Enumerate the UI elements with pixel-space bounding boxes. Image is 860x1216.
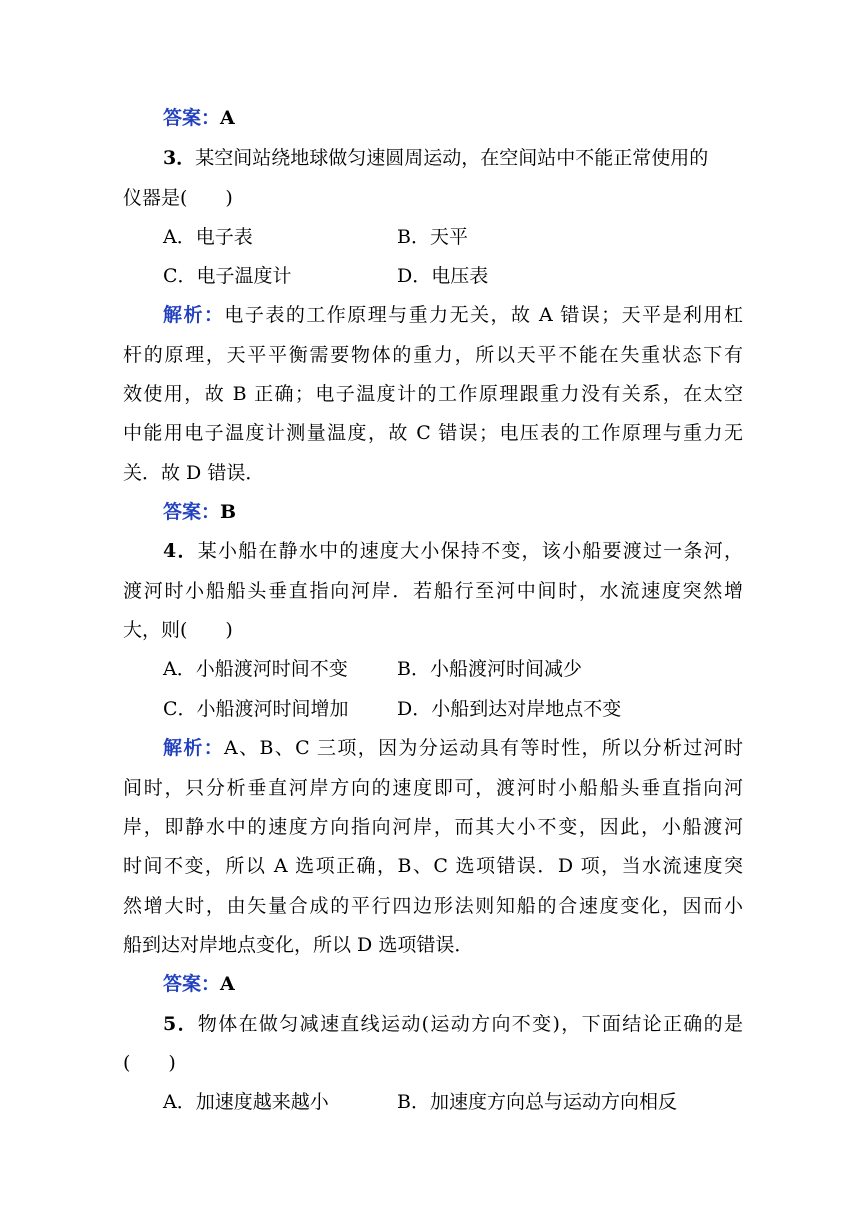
q3-option-d: D．电压表 — [397, 265, 489, 287]
q4-options-row-1 — [163, 657, 783, 681]
q5-stem-text-1: 物体在做匀减速直线运动(运动方向不变)，下面结论正确的是 — [197, 1013, 743, 1035]
q3-stem-text-1: 某空间站绕地球做匀速圆周运动，在空间站中不能正常使用的 — [195, 147, 709, 169]
q3-option-a: A．电子表 — [163, 226, 253, 248]
q5-option-b: B．加速度方向总与运动方向相反 — [397, 1091, 677, 1113]
q4-analysis-line-3: 岸，即静水中的速度方向指向河岸，而其大小不变，因此，小船渡河 — [123, 816, 743, 838]
q4-stem-line-3: 大，则( ) — [123, 619, 233, 641]
q3-option-c: C．电子温度计 — [163, 265, 292, 287]
q5-stem-line-1 — [163, 1012, 743, 1036]
q4-option-b: B．小船渡河时间减少 — [397, 658, 582, 680]
q4-option-a: A．小船渡河时间不变 — [163, 658, 348, 680]
answer-line-q3 — [163, 500, 783, 524]
q3-analysis-line-1 — [163, 303, 743, 327]
q3-options-row-1 — [163, 225, 783, 249]
q4-analysis-line-4: 时间不变，所以 A 选项正确，B、C 选项错误．D 项，当水流速度突 — [123, 855, 743, 877]
answer-label: 答案： — [163, 107, 221, 129]
q5-options-row-1 — [163, 1090, 783, 1114]
answer-label: 答案： — [163, 973, 221, 995]
q3-stem-line-2: 仪器是( ) — [123, 187, 233, 209]
q3-analysis-text-1: 电子表的工作原理与重力无关，故 A 错误；天平是利用杠 — [224, 304, 743, 326]
q4-stem-line-2: 渡河时小船船头垂直指向河岸．若船行至河中间时，水流速度突然增 — [123, 580, 743, 602]
q3-analysis-label: 解析： — [163, 304, 225, 326]
answer-line-q4 — [163, 972, 783, 996]
q4-stem-text-1: 某小船在静水中的速度大小保持不变，该小船要渡过一条河， — [197, 540, 743, 562]
q4-analysis-line-2: 间时，只分析垂直河岸方向的速度即可，渡河时小船船头垂直指向河 — [123, 777, 743, 799]
q5-number: 5． — [163, 1013, 198, 1035]
q3-number: 3． — [163, 147, 196, 169]
q4-option-d: D．小船到达对岸地点不变 — [397, 698, 622, 720]
q3-option-b: B．天平 — [397, 226, 468, 248]
q4-number: 4． — [163, 540, 198, 562]
q4-analysis-line-5: 然增大时，由矢量合成的平行四边形法则知船的合速度变化，因而小 — [123, 895, 743, 917]
q4-option-c: C．小船渡河时间增加 — [163, 698, 349, 720]
q3-options-row-2 — [163, 264, 783, 288]
q4-analysis-text-1: A、B、C 三项，因为分运动具有等时性，所以分析过河时 — [224, 737, 743, 759]
q5-stem-line-2: ( ) — [123, 1052, 176, 1074]
q4-analysis-line-6: 船到达对岸地点变化，所以 D 选项错误． — [123, 934, 474, 956]
q5-option-a: A．加速度越来越小 — [163, 1091, 329, 1113]
q4-options-row-2 — [163, 697, 783, 721]
q4-analysis-line-1 — [163, 736, 743, 760]
q3-analysis-line-3: 效使用，故 B 正确；电子温度计的工作原理跟重力没有关系，在太空 — [123, 383, 743, 405]
q3-analysis-line-2: 杆的原理，天平平衡需要物体的重力，所以天平不能在失重状态下有 — [123, 344, 743, 366]
answer-label: 答案： — [163, 501, 221, 523]
answer-value: A — [220, 973, 235, 995]
q4-analysis-label: 解析： — [163, 737, 225, 759]
answer-value: A — [220, 107, 235, 129]
answer-value: B — [220, 501, 237, 523]
q3-stem-line-1 — [163, 146, 743, 170]
q3-analysis-line-4: 中能用电子温度计测量温度，故 C 错误；电压表的工作原理与重力无 — [123, 422, 743, 444]
answer-line-q2 — [163, 106, 783, 130]
q3-analysis-line-5: 关．故 D 错误． — [123, 462, 265, 484]
q4-stem-line-1 — [163, 539, 743, 563]
